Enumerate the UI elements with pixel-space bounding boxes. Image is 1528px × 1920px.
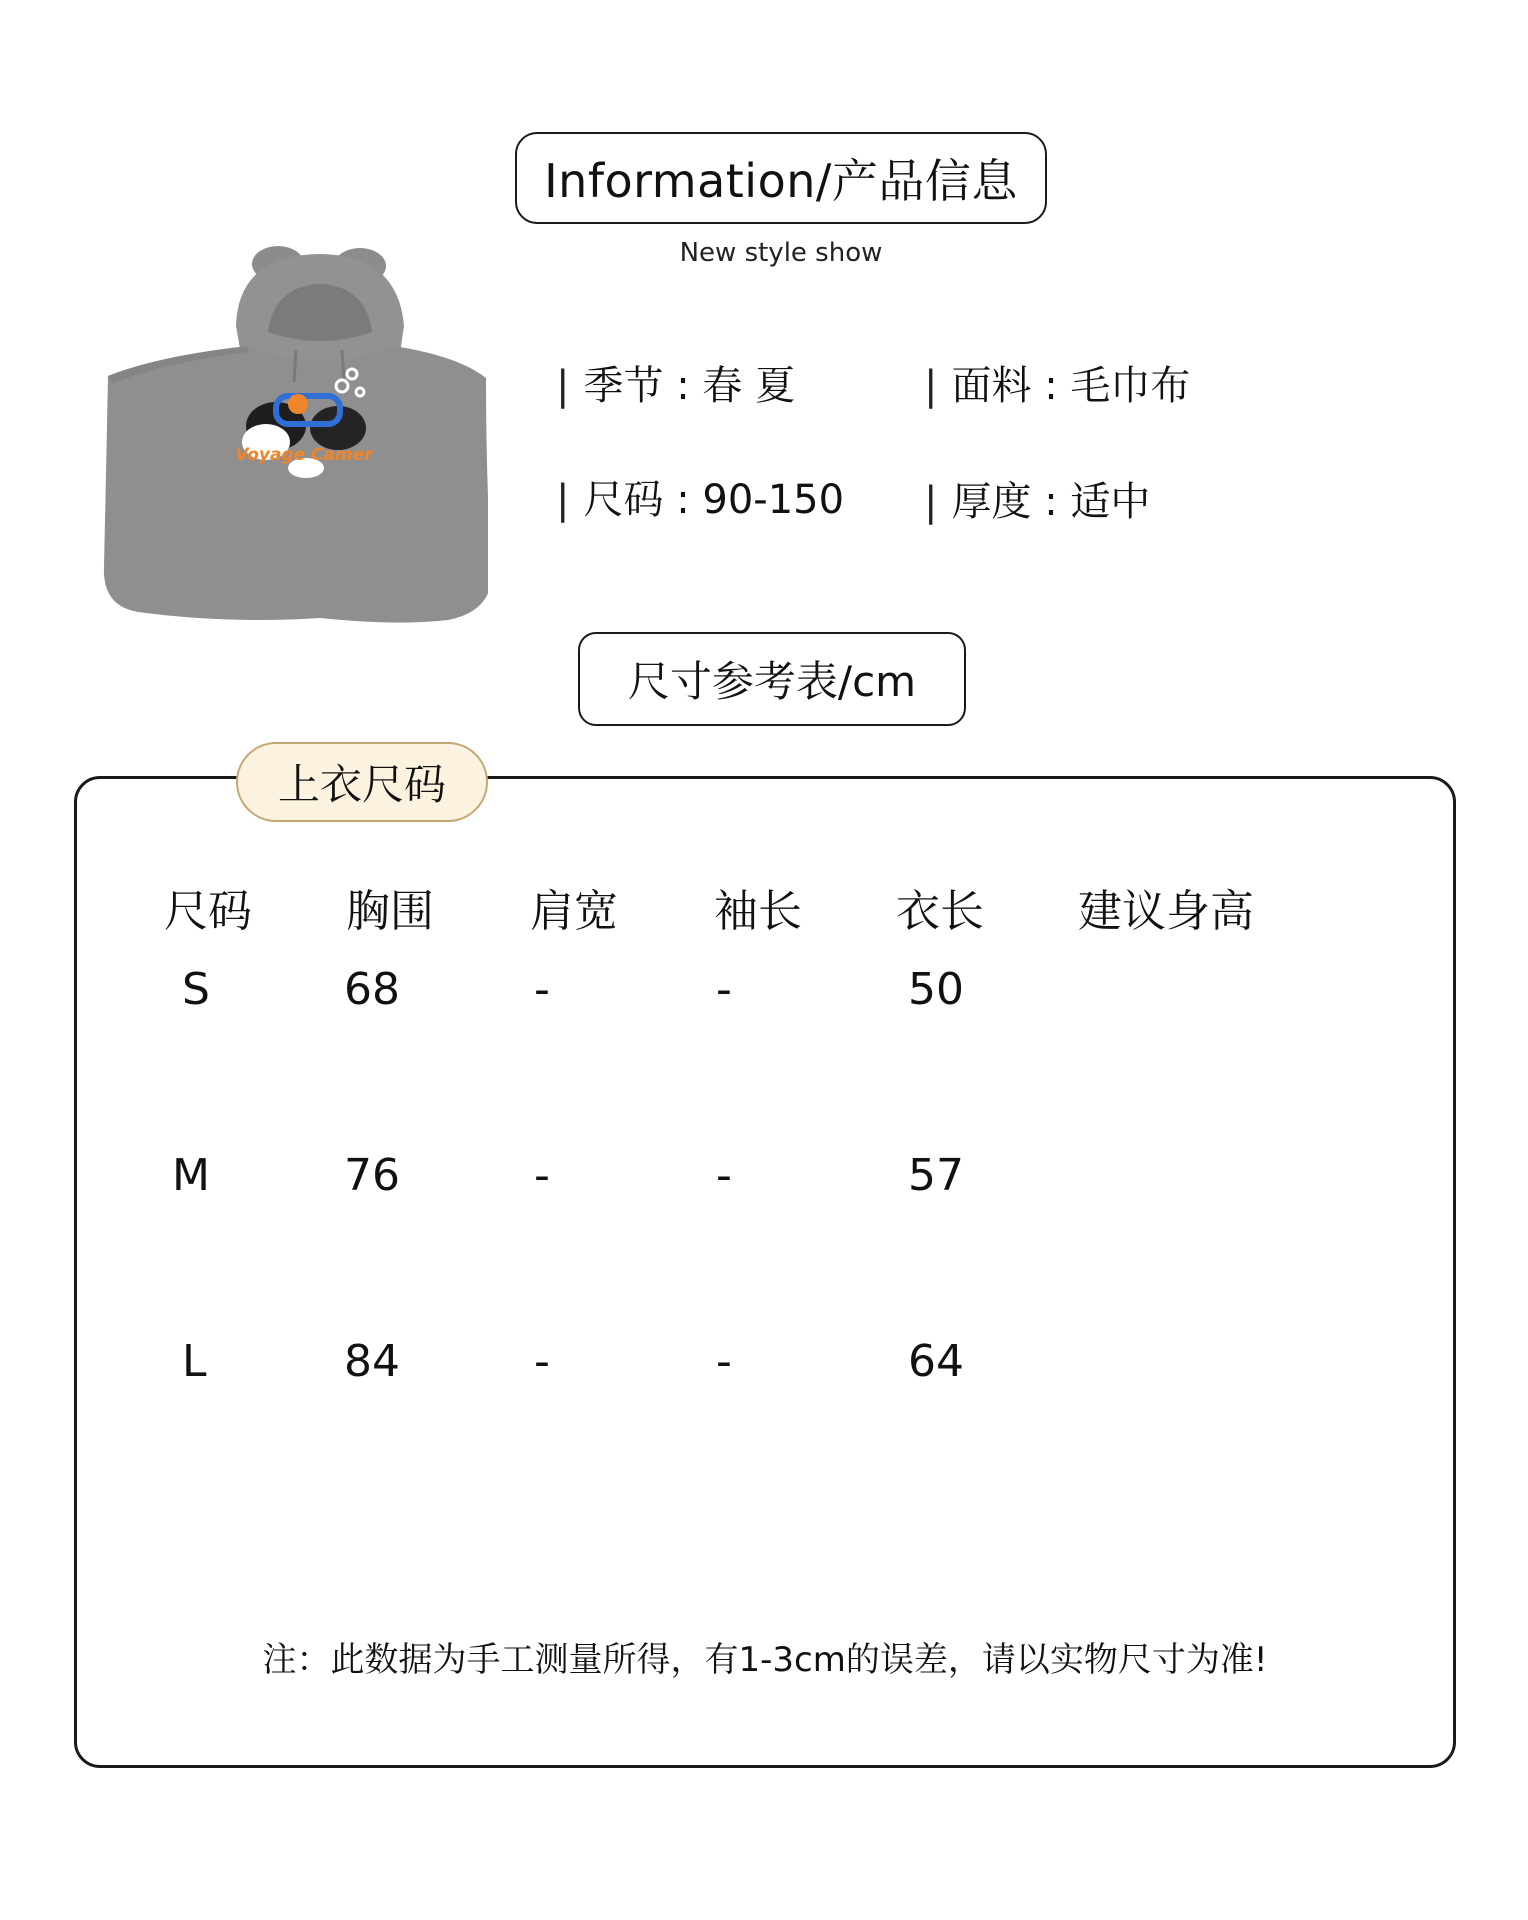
cell-shoulder: - xyxy=(534,1336,550,1387)
product-image xyxy=(98,246,488,624)
size-chart-title: 尺寸参考表/cm xyxy=(627,657,917,706)
season-text: 季节 : 春 夏 xyxy=(583,363,796,409)
cell-shoulder: - xyxy=(534,964,550,1015)
info-season xyxy=(556,354,795,411)
column-header-height: 建议身高 xyxy=(1078,886,1254,937)
cell-size: M xyxy=(172,1150,210,1201)
column-header-size: 尺码 xyxy=(164,886,252,937)
cell-chest: 76 xyxy=(344,1150,400,1201)
cell-sleeve: - xyxy=(716,964,732,1015)
thickness-text: 厚度 : 适中 xyxy=(951,479,1151,525)
cell-sleeve: - xyxy=(716,1336,732,1387)
measurement-note: 注：此数据为手工测量所得，有1-3cm的误差，请以实物尺寸为准! xyxy=(262,1640,1268,1680)
divider-bar: | xyxy=(556,477,570,523)
column-header-shoulder: 肩宽 xyxy=(530,886,618,937)
divider-bar: | xyxy=(556,363,570,409)
cell-chest: 68 xyxy=(344,964,400,1015)
size-range-text: 尺码 : 90-150 xyxy=(583,477,845,523)
info-thickness xyxy=(924,470,1150,527)
fabric-text: 面料 : 毛巾布 xyxy=(951,363,1191,409)
column-header-length: 衣长 xyxy=(896,886,984,937)
cell-size: L xyxy=(182,1336,207,1387)
top-size-tab xyxy=(236,742,488,822)
cell-chest: 84 xyxy=(344,1336,400,1387)
info-title: Information/产品信息 xyxy=(544,154,1018,208)
top-size-tab-label: 上衣尺码 xyxy=(277,760,446,809)
hooded-poncho-illustration xyxy=(98,246,488,624)
info-fabric xyxy=(924,354,1190,411)
cell-sleeve: - xyxy=(716,1150,732,1201)
column-header-sleeve: 袖长 xyxy=(714,886,802,937)
divider-bar: | xyxy=(924,363,938,409)
info-size xyxy=(556,468,844,525)
cell-size: S xyxy=(182,964,210,1015)
cell-length: 57 xyxy=(908,1150,964,1201)
column-header-chest: 胸围 xyxy=(346,886,434,937)
size-chart-title-box xyxy=(578,632,966,726)
info-title-box xyxy=(515,132,1047,224)
cell-length: 50 xyxy=(908,964,964,1015)
print-text: Voyage Camer xyxy=(235,445,373,465)
divider-bar: | xyxy=(924,479,938,525)
info-subtitle: New style show xyxy=(679,238,883,268)
cell-shoulder: - xyxy=(534,1150,550,1201)
cell-length: 64 xyxy=(908,1336,964,1387)
